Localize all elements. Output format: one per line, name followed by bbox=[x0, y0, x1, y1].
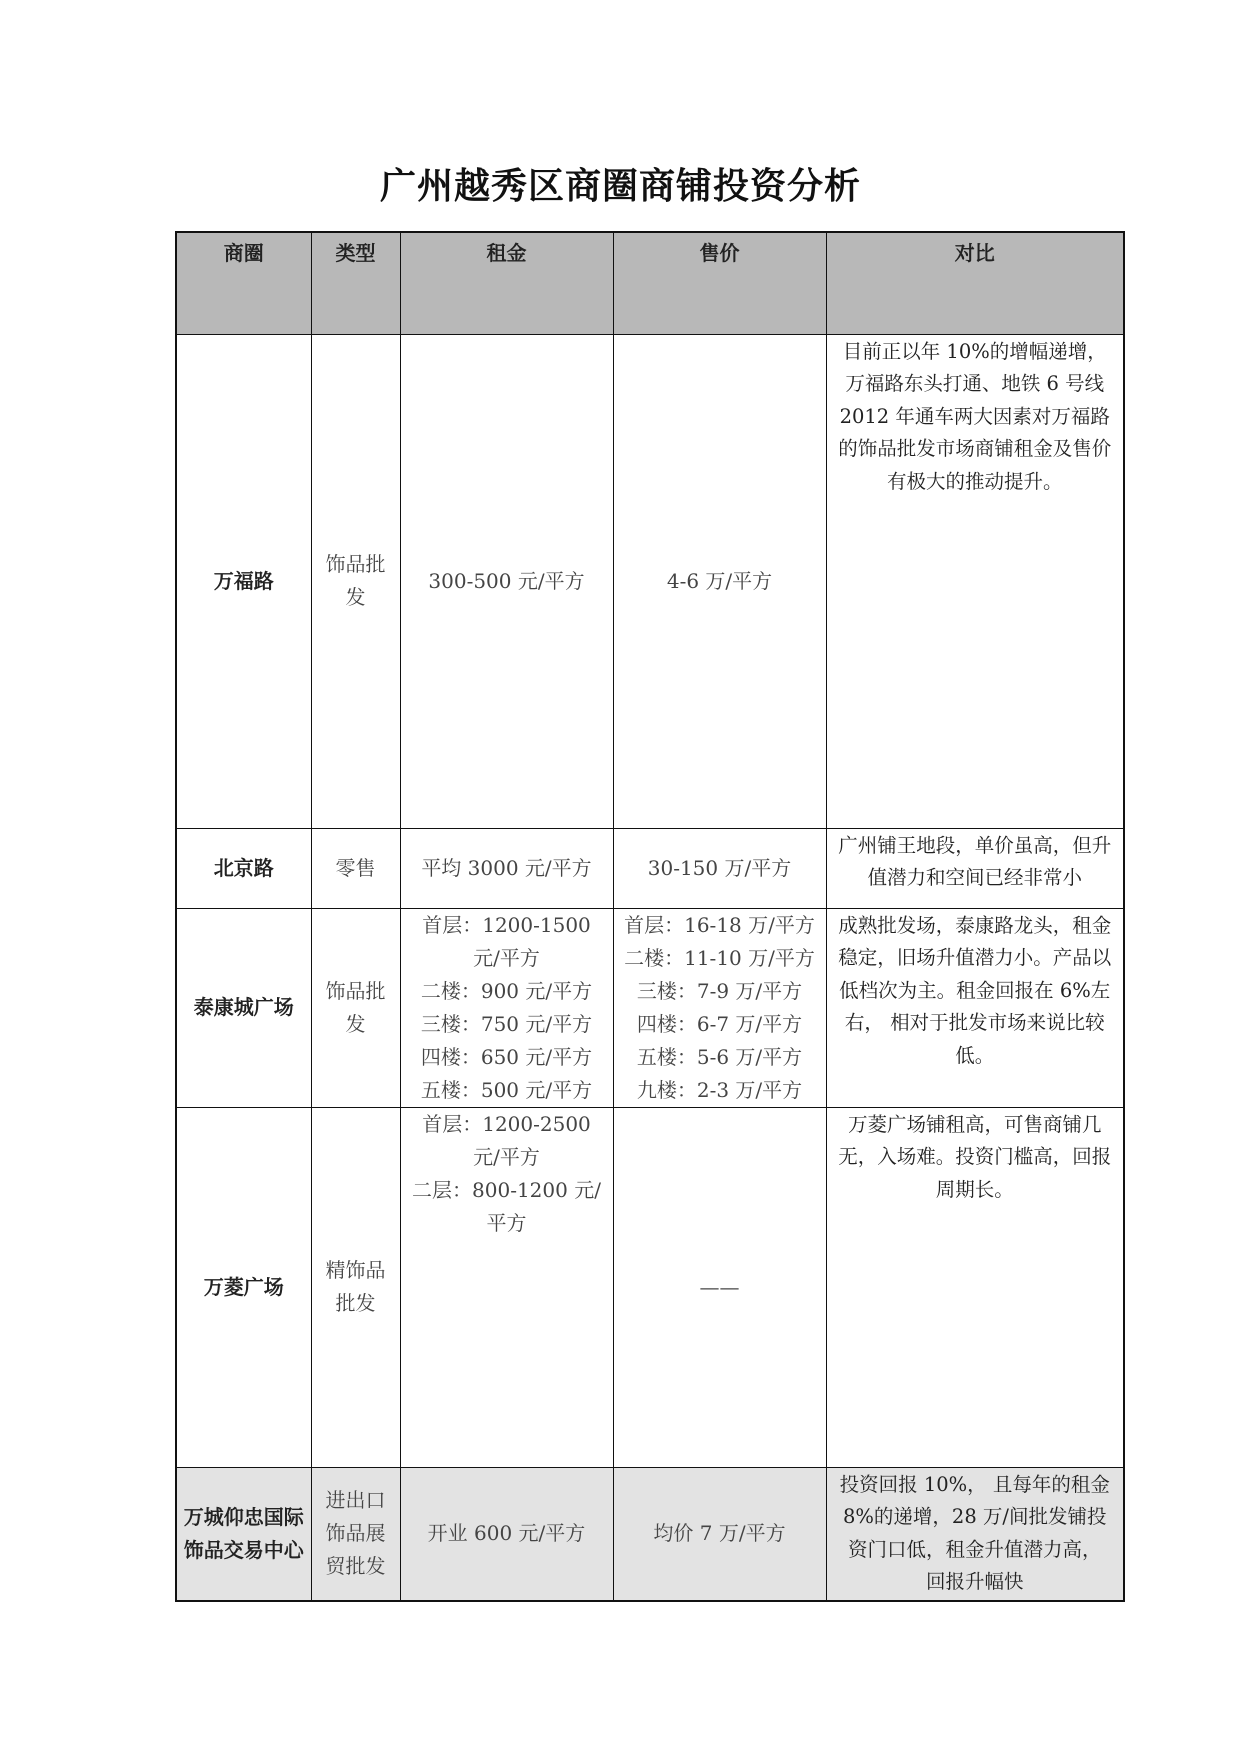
table-header-row bbox=[176, 232, 1124, 334]
rent-line: 平均 3000 元/平方 bbox=[421, 855, 592, 880]
rent-line: 三楼：750 元/平方 bbox=[420, 1011, 593, 1036]
price-line: 九楼：2-3 万/平方 bbox=[636, 1077, 803, 1102]
area-cell: 万菱广场 bbox=[176, 1107, 311, 1467]
type-cell: 进出口饰品展贸批发 bbox=[311, 1467, 400, 1601]
table-row bbox=[176, 1467, 1124, 1601]
rent-cell bbox=[400, 334, 613, 828]
table-row bbox=[176, 828, 1124, 908]
rent-line: 二层：800-1200 元/平方 bbox=[412, 1177, 601, 1235]
rent-cell bbox=[400, 1107, 613, 1467]
type-cell: 零售 bbox=[311, 828, 400, 908]
header-price: 售价 bbox=[613, 232, 826, 334]
price-line: 均价 7 万/平方 bbox=[653, 1521, 786, 1545]
rent-cell bbox=[400, 1467, 613, 1601]
table-row bbox=[176, 334, 1124, 828]
price-line: 四楼：6-7 万/平方 bbox=[636, 1011, 803, 1036]
compare-cell: 投资回报 10%， 且每年的租金 8%的递增，28 万/间批发铺投资门口低，租金升值潜力高， 回报升幅快 bbox=[826, 1467, 1124, 1601]
rent-line: 300-500 元/平方 bbox=[428, 568, 585, 593]
rent-line: 首层：1200-2500 元/平方 bbox=[422, 1111, 591, 1169]
compare-cell: 目前正以年 10%的增幅递增，万福路东头打通、地铁 6 号线 2012 年通车两大因素对万福路的饰品批发市场商铺租金及售价有极大的推动提升。 bbox=[826, 334, 1124, 828]
compare-cell: 万菱广场铺租高，可售商铺几无，入场难。投资门槛高，回报周期长。 bbox=[826, 1107, 1124, 1467]
price-line: 二楼：11-10 万/平方 bbox=[624, 945, 815, 970]
area-cell: 北京路 bbox=[176, 828, 311, 908]
rent-line: 首层：1200-1500 元/平方 bbox=[422, 912, 591, 970]
price-cell bbox=[613, 908, 826, 1107]
price-cell bbox=[613, 828, 826, 908]
rent-cell bbox=[400, 828, 613, 908]
compare-cell: 广州铺王地段，单价虽高，但升值潜力和空间已经非常小 bbox=[826, 828, 1124, 908]
header-type: 类型 bbox=[311, 232, 400, 334]
price-cell bbox=[613, 1107, 826, 1467]
price-line: 五楼：5-6 万/平方 bbox=[636, 1044, 803, 1069]
rent-line: 二楼：900 元/平方 bbox=[420, 978, 593, 1003]
price-line: —— bbox=[699, 1274, 740, 1299]
area-cell: 万城仰忠国际饰品交易中心 bbox=[176, 1467, 311, 1601]
area-cell: 泰康城广场 bbox=[176, 908, 311, 1107]
rent-line: 五楼：500 元/平方 bbox=[420, 1077, 593, 1102]
header-rent: 租金 bbox=[400, 232, 613, 334]
price-line: 30-150 万/平方 bbox=[647, 855, 792, 880]
rent-line: 开业 600 元/平方 bbox=[427, 1521, 586, 1545]
header-area: 商圈 bbox=[176, 232, 311, 334]
price-line: 三楼：7-9 万/平方 bbox=[636, 978, 803, 1003]
table-row bbox=[176, 1107, 1124, 1467]
investment-table bbox=[175, 231, 1125, 1602]
compare-cell: 成熟批发场，泰康路龙头，租金稳定，旧场升值潜力小。产品以低档次为主。租金回报在 6%左右， 相对于批发市场来说比较低。 bbox=[826, 908, 1124, 1107]
price-line: 首层：16-18 万/平方 bbox=[624, 912, 815, 937]
header-compare: 对比 bbox=[826, 232, 1124, 334]
rent-cell bbox=[400, 908, 613, 1107]
type-cell: 饰品批发 bbox=[311, 908, 400, 1107]
price-line: 4-6 万/平方 bbox=[666, 568, 773, 593]
page-title: 广州越秀区商圈商铺投资分析 bbox=[379, 166, 861, 207]
rent-line: 四楼：650 元/平方 bbox=[420, 1044, 593, 1069]
type-cell: 饰品批发 bbox=[311, 334, 400, 828]
type-cell: 精饰品批发 bbox=[311, 1107, 400, 1467]
price-cell bbox=[613, 334, 826, 828]
area-cell: 万福路 bbox=[176, 334, 311, 828]
table-row bbox=[176, 908, 1124, 1107]
price-cell bbox=[613, 1467, 826, 1601]
